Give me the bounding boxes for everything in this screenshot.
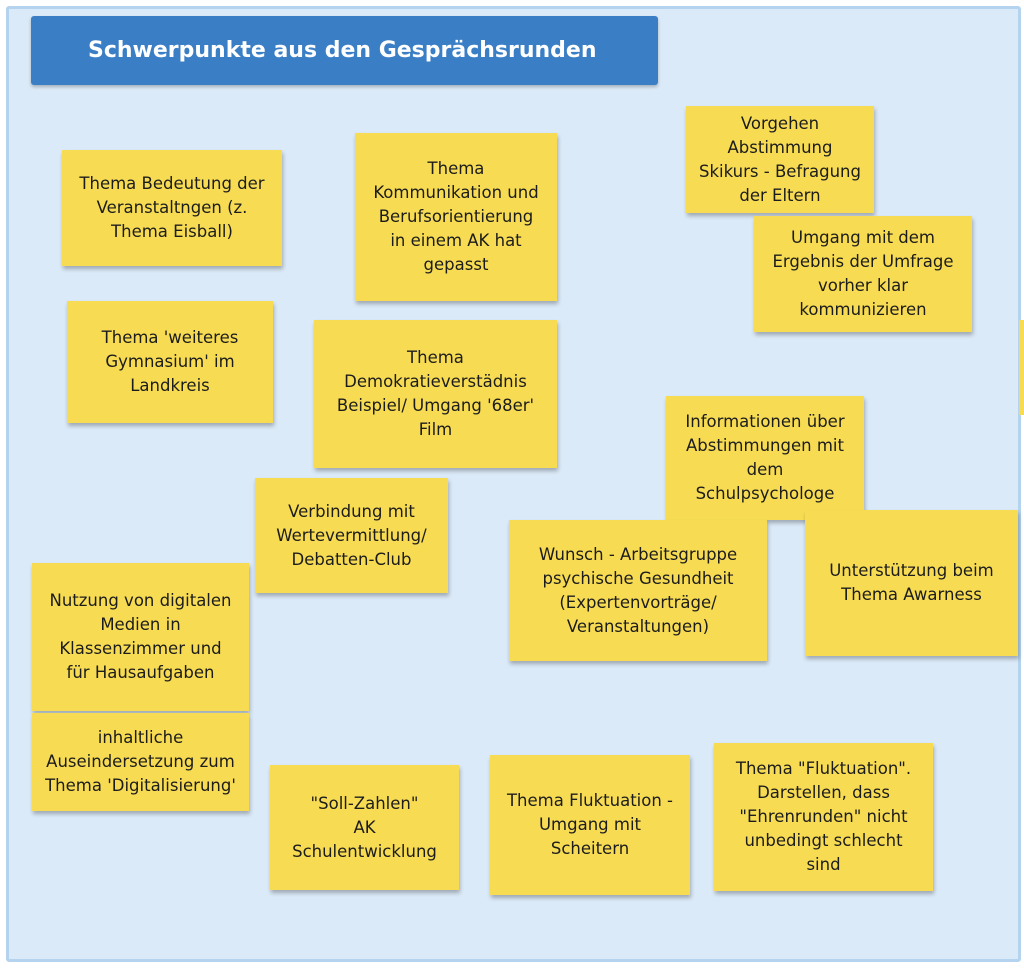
sticky-note-wertevermittlung[interactable]: Verbindung mit Wertevermittlung/ Debatten-Club	[255, 478, 448, 593]
sticky-note-bedeutung-veranstaltungen[interactable]: Thema Bedeutung der Veranstaltngen (z. Thema Eisball)	[62, 150, 282, 266]
board-title	[31, 16, 658, 85]
sticky-note-soll-zahlen[interactable]: "Soll-Zahlen" AK Schulentwicklung	[270, 765, 459, 890]
sticky-note-digitale-medien[interactable]: Nutzung von digitalen Medien in Klassenzimmer und für Hausaufgaben	[32, 563, 249, 711]
sticky-note-informationen-abstimmungen[interactable]: Informationen über Abstimmungen mit dem Schulpsychologe	[666, 396, 864, 520]
sticky-note-kommunikation-berufsorientierung[interactable]: Thema Kommunikation und Berufsorientierung in einem AK hat gepasst	[355, 133, 557, 301]
sticky-note-demokratieverstaendnis[interactable]: Thema Demokratieverstädnis Beispiel/ Umgang '68er' Film	[314, 320, 557, 468]
sticky-note-fluktuation-scheitern[interactable]: Thema Fluktuation - Umgang mit Scheitern	[490, 755, 690, 895]
sticky-note-arbeitsgruppe-gesundheit[interactable]: Wunsch - Arbeitsgruppe psychische Gesundheit (Expertenvorträge/ Veranstaltungen)	[509, 520, 767, 661]
board-title-text: Schwerpunkte aus den Gesprächsrunden	[88, 38, 597, 63]
sticky-note-fluktuation-ehrenrunden[interactable]: Thema "Fluktuation". Darstellen, dass "Ehrenrunden" nicht unbedingt schlecht sind	[714, 743, 933, 891]
sticky-note-digitalisierung[interactable]: inhaltliche Auseindersetzung zum Thema 'Digitalisierung'	[32, 713, 249, 811]
offscreen-note-edge	[1019, 320, 1024, 415]
sticky-note-awarness[interactable]: Unterstützung beim Thema Awarness	[805, 510, 1018, 656]
sticky-note-umgang-umfrage[interactable]: Umgang mit dem Ergebnis der Umfrage vorher klar kommunizieren	[754, 216, 972, 332]
sticky-note-vorgehen-abstimmung[interactable]: Vorgehen Abstimmung Skikurs - Befragung der Eltern	[686, 106, 874, 213]
sticky-note-weiteres-gymnasium[interactable]: Thema 'weiteres Gymnasium' im Landkreis	[67, 301, 273, 423]
